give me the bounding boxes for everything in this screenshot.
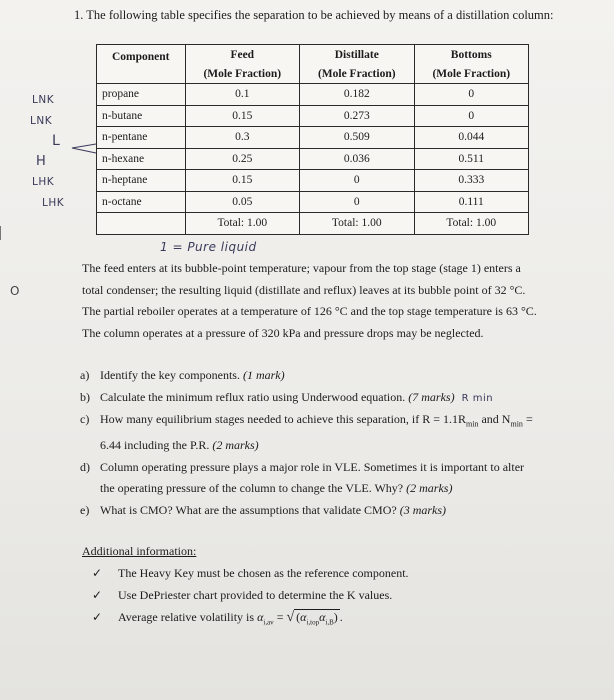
cell-distillate: 0.509	[300, 127, 414, 149]
formula-sub: i,av	[263, 618, 274, 627]
formula-prefix: Average relative volatility is	[118, 610, 258, 624]
handwritten-lnk-2: LNK	[30, 115, 53, 127]
cell-distillate: 0.182	[300, 84, 414, 106]
cell-component: n-butane	[97, 105, 186, 127]
cell-feed: 0.1	[185, 84, 299, 106]
additional-item-text: The Heavy Key must be chosen as the reference component.	[118, 566, 409, 580]
cell-feed: 0.05	[185, 191, 299, 213]
header-component: Component	[97, 45, 186, 84]
question-e	[80, 500, 560, 522]
cell-bottoms: 0.111	[414, 191, 529, 213]
header-bottoms: Bottoms	[414, 45, 529, 65]
cell-total-distillate: Total: 1.00	[300, 213, 414, 235]
cell-total-feed: Total: 1.00	[185, 213, 299, 235]
question-c	[80, 409, 560, 457]
question-text: How many equilibrium stages needed to achieve this separation, if R = 1.1R	[100, 412, 467, 427]
additional-item-text: Use DePriester chart provided to determine the K values.	[118, 588, 393, 602]
problem-paragraph	[82, 258, 562, 344]
question-text-line-2: 6.44 including the P.R.	[100, 438, 210, 453]
formula-eq: =	[273, 610, 287, 624]
question-text-2: and N	[478, 412, 511, 427]
cell-bottoms: 0.044	[414, 127, 529, 149]
question-text: Calculate the minimum reflux ratio using Underwood equation.	[100, 389, 406, 404]
formula-alpha: α	[257, 610, 264, 624]
sub-questions	[80, 365, 560, 522]
formula-alpha: α	[319, 610, 326, 624]
handwritten-hhk-2: LHK	[42, 197, 65, 209]
question-text: What is CMO? What are the assumptions that validate CMO?	[100, 502, 397, 517]
question-label: c)	[80, 412, 90, 427]
subscript-min: min	[466, 419, 479, 429]
additional-information	[82, 540, 522, 633]
cell-component: n-heptane	[97, 170, 186, 192]
cell-component: propane	[97, 84, 186, 106]
formula-sub: i,top	[306, 618, 320, 627]
paragraph-line-1: The feed enters at its bubble-point temperature; vapour from the top stage (stage 1) enters a	[82, 261, 521, 275]
margin-circle-mark: O	[10, 284, 20, 298]
question-title	[74, 8, 554, 23]
paragraph-line-4: The column operates at a pressure of 320 kPa and pressure drops may be neglected.	[82, 325, 484, 340]
handwritten-hhk-1: LHK	[32, 176, 55, 188]
cell-empty	[97, 213, 186, 235]
formula-radicand: $(\alpha_{i,top}\alpha_{i,B})$	[296, 610, 338, 627]
cell-distillate: 0	[300, 191, 414, 213]
table-row	[97, 148, 529, 170]
handwritten-h: H	[36, 154, 47, 169]
question-number: 1.	[74, 8, 84, 22]
paragraph-line-3: The partial reboiler operates at a temperature of 126 °C and the top stage temperature is 63 °C.	[82, 304, 537, 318]
handwritten-pure-liquid: 1 = Pure liquid	[160, 240, 257, 254]
table-row	[97, 191, 529, 213]
question-text: Column operating pressure plays a major role in VLE. Sometimes it is important to alter	[100, 459, 525, 474]
question-b	[80, 387, 560, 410]
question-label: d)	[80, 459, 90, 474]
header-feed: Feed	[185, 45, 299, 65]
question-a	[80, 365, 560, 387]
question-marks: (7 marks)	[408, 389, 455, 404]
sqrt-icon: √	[286, 610, 295, 625]
paragraph-line-2: total condenser; the resulting liquid (distillate and reflux) leaves at its bubble point of 32 °C.	[82, 282, 526, 297]
question-text: The following table specifies the separation to be achieved by means of a distillation column:	[86, 8, 554, 22]
additional-item	[92, 562, 522, 584]
separation-table	[96, 44, 529, 235]
question-marks: (2 marks)	[406, 481, 453, 496]
cell-feed: 0.15	[185, 105, 299, 127]
question-label: e)	[80, 502, 90, 517]
cell-bottoms: 0.333	[414, 170, 529, 192]
check-icon: ✓	[92, 610, 103, 624]
formula-alpha: α	[300, 610, 307, 624]
cell-feed: 0.15	[185, 170, 299, 192]
table-header-row-1	[97, 45, 529, 65]
question-d	[80, 457, 560, 500]
check-icon: ✓	[92, 566, 103, 580]
handwritten-arrow	[66, 141, 98, 153]
additional-item-formula: ✓ Average relative volatility is $\alpha_{i,av}$ = √ $(\alpha_{i,top}\alpha_{i,B})$ .	[92, 606, 522, 633]
table-row	[97, 84, 529, 106]
additional-item	[92, 584, 522, 606]
question-marks: (3 marks)	[399, 502, 447, 517]
question-label: a)	[80, 368, 90, 382]
cell-bottoms: 0	[414, 105, 529, 127]
question-marks: (2 marks)	[212, 438, 259, 453]
header-feed-unit: (Mole Fraction)	[185, 64, 299, 84]
cell-total-bottoms: Total: 1.00	[414, 213, 529, 235]
cell-bottoms: 0.511	[414, 148, 529, 170]
margin-tick	[0, 226, 7, 240]
cell-distillate: 0.036	[300, 148, 414, 170]
formula-sub: i,B	[325, 618, 334, 627]
cell-distillate: 0.273	[300, 105, 414, 127]
cell-distillate: 0	[300, 170, 414, 192]
additional-heading: Additional information:	[82, 544, 197, 558]
cell-bottoms: 0	[414, 84, 529, 106]
check-icon: ✓	[92, 588, 103, 602]
question-text: Identify the key components.	[100, 368, 240, 382]
table-total-row	[97, 213, 529, 235]
handwritten-l: L	[52, 133, 61, 149]
question-text-line-2: the operating pressure of the column to change the VLE. Why?	[100, 481, 404, 496]
question-text-3: =	[522, 412, 533, 427]
cell-component: n-octane	[97, 191, 186, 213]
question-label: b)	[80, 389, 90, 404]
cell-component: n-hexane	[97, 148, 186, 170]
header-distillate: Distillate	[300, 45, 414, 65]
cell-feed: 0.3	[185, 127, 299, 149]
header-distillate-unit: (Mole Fraction)	[300, 64, 414, 84]
table-row	[97, 170, 529, 192]
table-row	[97, 127, 529, 149]
cell-component: n-pentane	[97, 127, 186, 149]
handwritten-r-min: R min	[461, 392, 494, 404]
question-marks: (1 mark)	[242, 368, 285, 382]
subscript-min: min	[510, 419, 523, 429]
handwritten-lnk-1: LNK	[32, 94, 55, 106]
header-bottoms-unit: (Mole Fraction)	[414, 64, 529, 84]
cell-feed: 0.25	[185, 148, 299, 170]
table-row	[97, 105, 529, 127]
